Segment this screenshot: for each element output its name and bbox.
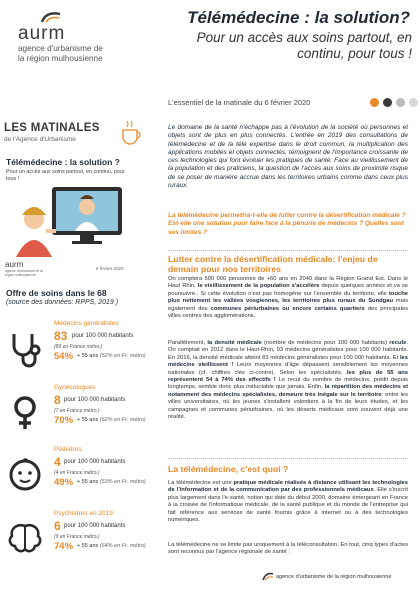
series-subtitle: de l'Agence d'Urbanisme xyxy=(4,136,76,143)
mini-logo xyxy=(5,261,50,277)
section-1-title: Lutter contre la désertification médicale: l'enjeu de demain pour nos territoires xyxy=(168,254,378,274)
dot-icon xyxy=(383,98,392,107)
card-title: Télémédecine : la solution ? xyxy=(6,157,120,167)
text-run: (nombre de médecins pour 100 000 habitants) xyxy=(261,340,390,346)
stat-france: (89 en France métro.) xyxy=(54,344,103,350)
stat-percent-france: (53% en Fr. métro) xyxy=(99,479,146,485)
stat-category: Gynécologues xyxy=(54,384,96,391)
stat-france: (7 en France métro.) xyxy=(54,408,100,414)
stat-category: Psychiatres en 2019 xyxy=(54,510,113,517)
footer-swirl-icon xyxy=(262,571,274,581)
subtitle-line-1: Pour un accès aux soins partout, en xyxy=(196,30,412,45)
logo-tagline-2: la région mulhousienne xyxy=(18,54,103,63)
text-emphasis: recule xyxy=(389,340,407,346)
stat-percent-label xyxy=(77,417,146,423)
stat-age-label: + 55 ans xyxy=(77,479,99,485)
text-run: mais également des xyxy=(168,298,408,312)
text-run: Leurs moyennes d'âge dépassent sensiblement les moyennes nationales (cf. chiffres clés ci-contre). Selon les spécialistés, xyxy=(168,362,408,376)
footer-text: agence d'urbanisme de la région mulhousienne xyxy=(276,574,392,580)
text-run: des principales villes centres des agglomérations. xyxy=(168,305,408,320)
stat-category: Médecins généralistes xyxy=(54,320,119,327)
section-divider xyxy=(168,250,408,251)
text-run: : entre les villes universitaires, où les jeunes s'installent volontiers à la fin de leurs études, et les campagnes et communes périurbaines, où les déserts médicaux sont souvent déjà une réalité. xyxy=(168,391,408,421)
text-emphasis: les médecins vieillissent ! xyxy=(168,354,408,369)
stat-percent-france: (62% en Fr. métro) xyxy=(99,417,146,423)
text-run: On comptera 500 000 personnes de +60 ans en 2040 dans la Région Grand Est. Dans le Haut Rhin, xyxy=(168,276,408,290)
dot-icon xyxy=(396,98,405,107)
stat-number: 83 xyxy=(54,329,68,343)
female-symbol-icon xyxy=(4,392,46,434)
dot-icon xyxy=(409,98,418,107)
text-run: Le recul du nombre de médecins, prédit depuis longtemps, semble donc plus inéluctable que jamais. Enfin, xyxy=(168,377,409,391)
stat-age-label: + 55 ans xyxy=(77,353,99,359)
stat-percent-label xyxy=(77,543,146,549)
card-description: Pour un accès aux soins partout, en continu, pour tous ! xyxy=(6,169,125,182)
section-1-paragraph-1 xyxy=(168,276,408,320)
text-run: . On comptait en 2012 dans le Haut-Rhin, 93 médecins généralistes pour 100 000 habitants. En 2016, la densité médicale atteint 83 médecins généralistes pour 100 000 habitants. Et xyxy=(168,340,409,361)
text-emphasis: pratique médicale réalisée à distance utilisant les technologies de l'information et de la communication par des professionnels médicaux xyxy=(168,480,408,494)
text-emphasis: la répartition des médecins et notamment des médecins spécialistes, demeure très inégale sur le territoire xyxy=(168,384,408,398)
stat-age-label: + 55 ans xyxy=(77,543,99,549)
text-emphasis: communes périurbaines ou encore certains quartiers xyxy=(210,305,365,312)
mini-logo-tagline: agence d'urbanisme de la région mulhousienne xyxy=(5,269,43,277)
section-2-title: La télémédecine, c'est quoi ? xyxy=(168,464,289,474)
stat-percent: 49% xyxy=(54,477,74,488)
text-run: . Elle s'inscrit plus largement dans l'e-santé, notion qui date du début 2000, domaine émergeant en France à la croisée de l'informatique médicale, de la santé publique et du monde de l'entreprise qui fait référence aux services de santé fournis grâce à internet ou à des technologies numériques. xyxy=(168,487,408,524)
dot-icon xyxy=(370,98,379,107)
stat-percent-france: (64% en Fr. métro) xyxy=(99,543,146,549)
stat-category: Pédiatres xyxy=(54,446,82,453)
stat-percent-label xyxy=(77,353,146,359)
stethoscope-icon xyxy=(4,328,46,370)
stat-percent-label xyxy=(77,479,146,485)
stat-percent: 74% xyxy=(54,541,74,552)
brain-icon xyxy=(4,518,46,560)
intro-paragraph: Le domaine de la santé n'échappe pas à l'évolution de la société où personnes et objets sont de plus en plus connectés. L'entrée en 2019 des consultations de télémédecine et de la télé expertise dans le droit commun, la multiplication des applications mobiles et objets connectés, témoignent de l'importance croissante de ces technologies qui font évoluer les pratiques de santé. Face au vieillissement de la population et des praticiens, la question de l'accès aux soins de proximité risque de se poser de manière accrue dans les territoires urbains comme dans ceux plus ruraux. xyxy=(168,124,408,190)
logo-wordmark: aurm xyxy=(18,23,66,44)
stat-unit: pour 100 000 habitants xyxy=(64,459,126,465)
stat-number: 8 xyxy=(54,393,61,407)
stat-number: 6 xyxy=(54,519,61,533)
issue-line: L'essentiel de la matinale du 6 février 2020 xyxy=(168,98,311,107)
page-title: Télémédecine : la solution? xyxy=(187,8,410,27)
stat-number: 4 xyxy=(54,455,61,469)
stats-source: (source des données: RPPS, 2019 ) xyxy=(6,299,119,306)
decorative-dots xyxy=(370,98,418,107)
key-question: La télémédecine permettra-t-elle de lutter contre la désertification médicale ? Est-elle une solution pour faire face à la pénurie de médecins ? Quelles sont ses limites ? xyxy=(168,212,406,236)
text-run: depuis quelques années et va se poursuivre.. Si cette évolution n'est pas homogène sur l'ensemble du territoire, elle xyxy=(168,283,408,297)
section-2-paragraph-2: La télémédecine ne se limite pas uniquement à la téléconsultation. En tout, cinq types d'actes sont reconnus par l'agence régionale de santé : xyxy=(168,542,408,556)
logo-tagline-1: agence d'urbanisme de xyxy=(18,44,103,53)
card-date: 6 février 2020 xyxy=(96,266,124,271)
stats-title: Offre de soins dans le 68 xyxy=(6,288,107,298)
coffee-cup-icon xyxy=(117,118,147,148)
stat-france: (4 en France métro.) xyxy=(54,470,100,476)
text-run: Parallèlement, xyxy=(168,340,208,346)
section-1-paragraph-2 xyxy=(168,340,408,421)
baby-icon xyxy=(4,454,46,496)
series-title: LES MATINALES xyxy=(4,122,100,134)
page-subtitle xyxy=(150,30,412,62)
text-run: La télémédecine est une xyxy=(168,480,234,486)
text-emphasis: les plus de 55 ans représentent 54 à 74% des effectifs ! xyxy=(168,369,408,384)
stat-age-label: + 55 ans xyxy=(77,417,99,423)
aurm-logo xyxy=(18,10,148,64)
text-emphasis: le vieillissement de la population s'accélère xyxy=(197,283,320,290)
stat-percent-france: (52% en Fr. métro) xyxy=(99,353,146,359)
stat-unit: pour 100 000 habitants xyxy=(64,523,126,529)
text-emphasis: touche plus nettement les vallées vosgiennes, les territoires plus ruraux du Sundgau xyxy=(168,290,408,305)
stat-unit: pour 100 000 habitants xyxy=(72,333,134,339)
telemedicine-illustration xyxy=(12,185,142,257)
mini-logo-wordmark: aurm xyxy=(5,260,24,269)
stat-percent: 54% xyxy=(54,351,74,362)
logo-swirl-icon xyxy=(40,10,62,24)
stat-france: (9 en France métro.) xyxy=(54,534,100,540)
section-divider xyxy=(168,458,408,459)
stat-unit: pour 100 000 habitants xyxy=(64,397,126,403)
text-emphasis: la densité médicale xyxy=(207,340,262,346)
subtitle-line-2: continu, pour tous ! xyxy=(297,46,412,61)
section-2-paragraph-1 xyxy=(168,480,408,524)
stat-percent: 70% xyxy=(54,415,74,426)
